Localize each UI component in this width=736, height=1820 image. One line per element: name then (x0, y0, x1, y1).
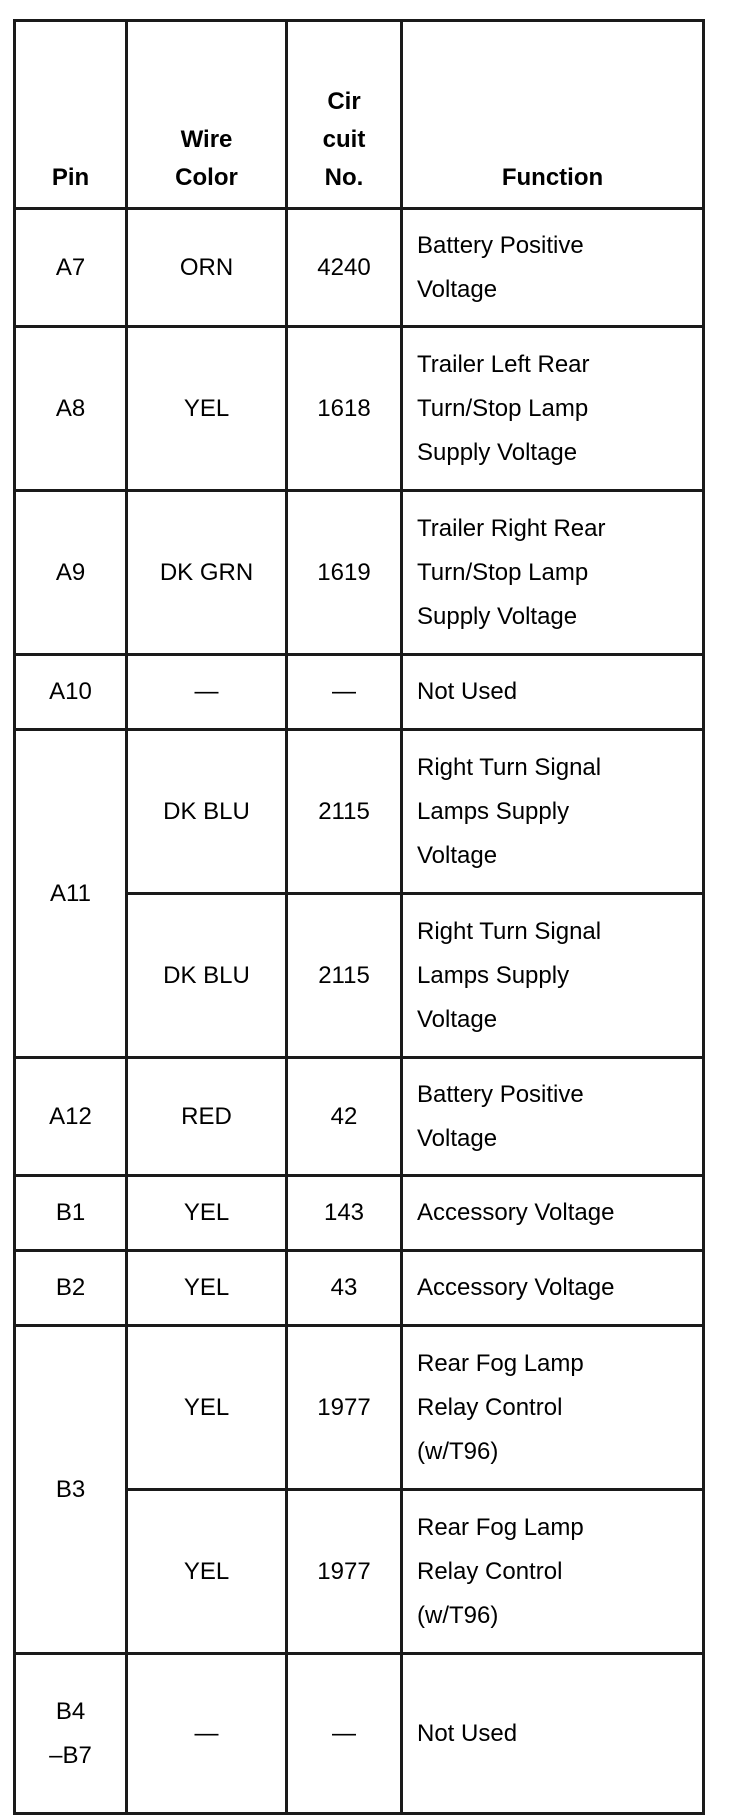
wire-color-cell: — (127, 655, 287, 730)
circuit-cell: 1977 (287, 1490, 402, 1654)
header-wire-color: Wire Color (127, 21, 287, 209)
pin-cell: A11 (15, 730, 127, 1058)
wire-color-cell: YEL (127, 1490, 287, 1654)
pin-cell: A10 (15, 655, 127, 730)
circuit-cell: 43 (287, 1251, 402, 1326)
function-cell: Right Turn Signal Lamps Supply Voltage (402, 894, 704, 1058)
wire-color-cell: RED (127, 1058, 287, 1176)
pin-cell: A8 (15, 327, 127, 491)
function-cell: Accessory Voltage (402, 1251, 704, 1326)
pinout-table (13, 19, 705, 1815)
pinout-table-container (13, 19, 702, 1815)
table-row (15, 1251, 704, 1326)
function-cell: Not Used (402, 655, 704, 730)
table-row (15, 1326, 704, 1490)
function-cell: Accessory Voltage (402, 1176, 704, 1251)
circuit-cell: 42 (287, 1058, 402, 1176)
pin-cell: A12 (15, 1058, 127, 1176)
wire-color-cell: YEL (127, 1176, 287, 1251)
pin-cell: A9 (15, 491, 127, 655)
circuit-cell: 1619 (287, 491, 402, 655)
table-row (15, 730, 704, 894)
circuit-cell: 143 (287, 1176, 402, 1251)
function-cell: Not Used (402, 1654, 704, 1814)
table-row (15, 491, 704, 655)
wire-color-cell: DK BLU (127, 894, 287, 1058)
table-row (15, 1176, 704, 1251)
wire-color-cell: DK BLU (127, 730, 287, 894)
wire-color-cell: YEL (127, 327, 287, 491)
function-cell: Right Turn Signal Lamps Supply Voltage (402, 730, 704, 894)
function-cell: Battery Positive Voltage (402, 209, 704, 327)
wire-color-cell: YEL (127, 1326, 287, 1490)
wire-color-cell: — (127, 1654, 287, 1814)
function-cell: Battery Positive Voltage (402, 1058, 704, 1176)
header-row (15, 21, 704, 209)
function-cell: Trailer Right Rear Turn/Stop Lamp Supply Voltage (402, 491, 704, 655)
pin-cell: B4 –B7 (15, 1654, 127, 1814)
pin-cell: B3 (15, 1326, 127, 1654)
circuit-cell: 2115 (287, 894, 402, 1058)
header-circuit-no: Cir cuit No. (287, 21, 402, 209)
wire-color-cell: YEL (127, 1251, 287, 1326)
function-cell: Rear Fog Lamp Relay Control (w/T96) (402, 1326, 704, 1490)
function-cell: Rear Fog Lamp Relay Control (w/T96) (402, 1490, 704, 1654)
circuit-cell: 1618 (287, 327, 402, 491)
table-row (15, 1058, 704, 1176)
table-row (15, 327, 704, 491)
pin-cell: B1 (15, 1176, 127, 1251)
wire-color-cell: DK GRN (127, 491, 287, 655)
circuit-cell: — (287, 1654, 402, 1814)
circuit-cell: 2115 (287, 730, 402, 894)
pin-cell: A7 (15, 209, 127, 327)
wire-color-cell: ORN (127, 209, 287, 327)
header-pin: Pin (15, 21, 127, 209)
circuit-cell: — (287, 655, 402, 730)
table-row (15, 655, 704, 730)
pin-cell: B2 (15, 1251, 127, 1326)
table-row (15, 1654, 704, 1814)
circuit-cell: 4240 (287, 209, 402, 327)
header-function: Function (402, 21, 704, 209)
function-cell: Trailer Left Rear Turn/Stop Lamp Supply Voltage (402, 327, 704, 491)
table-row (15, 209, 704, 327)
circuit-cell: 1977 (287, 1326, 402, 1490)
